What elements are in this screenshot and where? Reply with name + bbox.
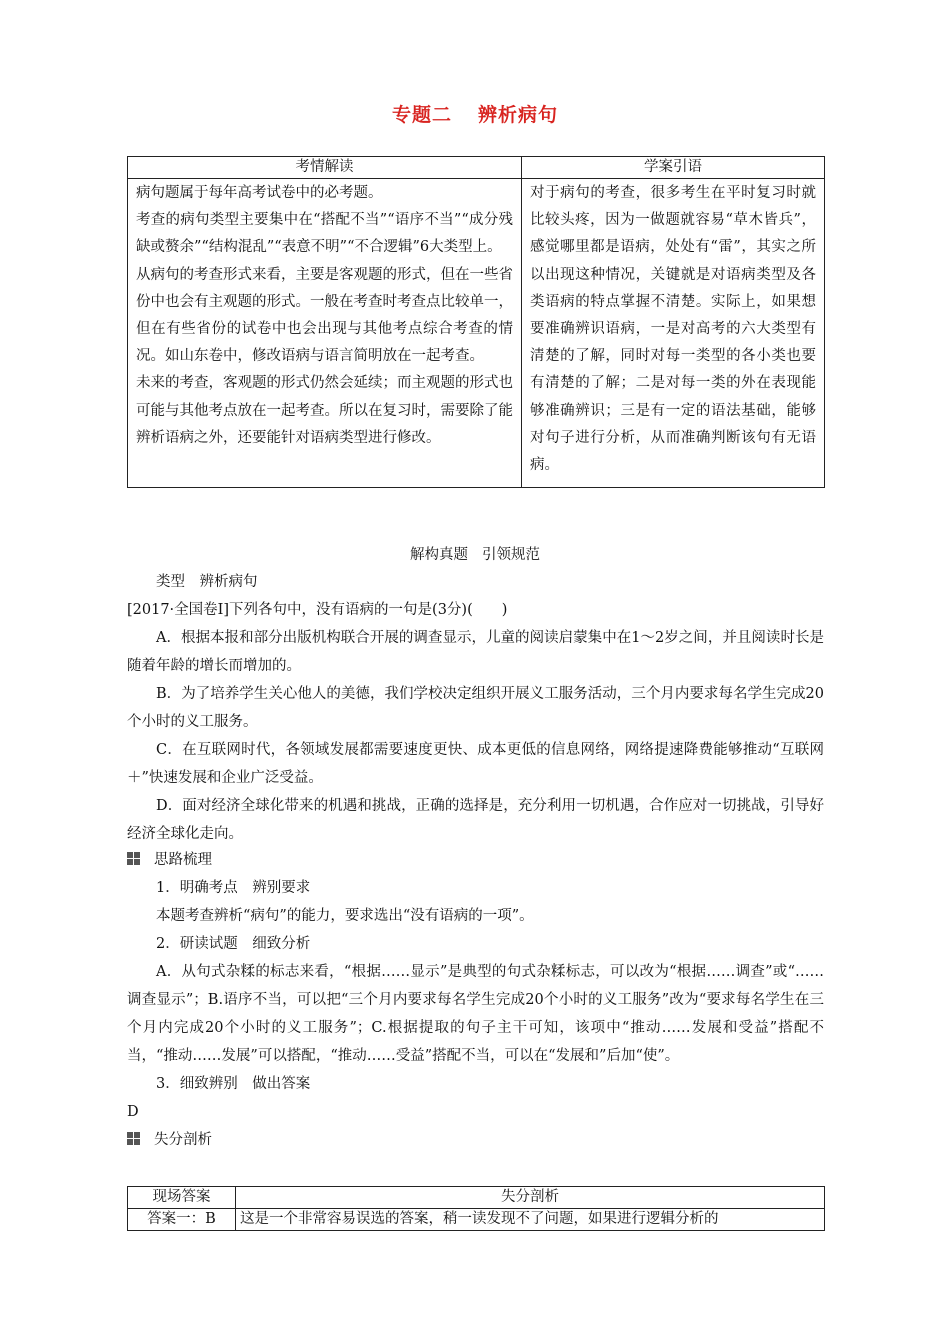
type-line	[127, 568, 824, 596]
intro-left-paragraph: 从病句的考查形式来看，主要是客观题的形式，但在一些省份中也会有主观题的形式。一般在考查时考查点比较单一，但在有些省份的试卷中也会出现与其他考点综合考查的情况。如山东卷中，修改语病与语言简明放在一起考查。	[136, 266, 513, 365]
loss-header-answer: 现场答案	[128, 1187, 236, 1209]
option-b: B．为了培养学生关心他人的美德，我们学校决定组织开展义工服务活动，三个月内要求每名学生完成20个小时的义工服务。	[127, 686, 824, 730]
intro-right-paragraph: 对于病句的考查，很多考生在平时复习时就比较头疼，因为一做题就容易“草木皆兵”，感觉哪里都是语病，处处有“雷”，其实之所以出现这种情况，关键就是对语病类型及各类语病的特点掌握不清楚。实际上，如果想要准确辨识语病，一是对高考的六大类型有清楚的了解，同时对每一类型的各小类也要有清楚的了解；二是对每一类的外在表现能够准确辨识；三是有一定的语法基础，能够对句子进行分析，从而准确判断该句有无语病。	[530, 185, 816, 474]
page-title	[0, 100, 950, 127]
grid-icon	[127, 852, 140, 865]
option-c: C．在互联网时代，各领域发展都需要速度更快、成本更低的信息网络，网络提速降费能够推动“互联网＋”快速发展和企业广泛受益。	[127, 742, 824, 786]
table-row	[128, 1209, 825, 1231]
title-part2: 辨析病句	[478, 104, 559, 126]
section-heading	[0, 543, 950, 564]
answer-text: D	[127, 1104, 139, 1120]
type-label: 类型	[156, 574, 185, 590]
question-stem: [2017·全国卷Ⅰ]下列各句中，没有语病的一句是(3分)( )	[127, 602, 508, 618]
analysis-heading: 思路梳理	[154, 852, 212, 868]
loss-heading: 失分剖析	[154, 1132, 212, 1148]
question-block	[127, 568, 824, 848]
type-value: 辨析病句	[199, 574, 258, 590]
intro-left-paragraph: 未来的考查，客观题的形式仍然会延续；而主观题的形式也可能与其他考点放在一起考查。所以在复习时，需要除了能辨析语病之外，还要能针对语病类型进行修改。	[136, 375, 513, 446]
loss-cell-answer: 答案一：B	[128, 1209, 236, 1231]
loss-cell-analysis: 这是一个非常容易误选的答案，稍一读发现不了问题，如果进行逻辑分析的	[236, 1209, 825, 1231]
section-heading-part1: 解构真题	[410, 547, 468, 563]
title-part1: 专题二	[391, 104, 452, 126]
analysis-heading-line	[127, 846, 824, 874]
intro-header-left: 考情解读	[128, 157, 522, 179]
intro-right-cell	[522, 179, 825, 488]
section-heading-part2: 引领规范	[482, 547, 540, 563]
analysis-block	[127, 846, 824, 1154]
step3-title: 3．细致辨别 做出答案	[156, 1076, 311, 1092]
step1-title: 1．明确考点 辨别要求	[156, 880, 311, 896]
option-d: D．面对经济全球化带来的机遇和挑战，正确的选择是，充分利用一切机遇，合作应对一切挑战，引导好经济全球化走向。	[127, 798, 824, 842]
loss-header-analysis: 失分剖析	[236, 1187, 825, 1209]
grid-icon	[127, 1132, 140, 1145]
intro-left-paragraph: 病句题属于每年高考试卷中的必考题。	[136, 185, 383, 201]
option-a: A．根据本报和部分出版机构联合开展的调查显示，儿童的阅读启蒙集中在1～2岁之间，并且阅读时长是随着年龄的增长而增加的。	[127, 630, 824, 674]
intro-left-cell	[128, 179, 522, 488]
intro-header-right: 学案引语	[522, 157, 825, 179]
step1-text: 本题考查辨析“病句”的能力，要求选出“没有语病的一项”。	[156, 908, 534, 924]
intro-table	[127, 156, 825, 488]
loss-table	[127, 1186, 825, 1231]
step2-text: A．从句式杂糅的标志来看，“根据……显示”是典型的句式杂糅标志，可以改为“根据……调查”或“……调查显示”；B.语序不当，可以把“三个月内要求每名学生完成20个小时的义工服务”改为“要求每名学生在三个月内完成20个小时的义工服务”；C.根据提取的句子主干可知，该项中“推动……发展和受益”搭配不当，“推动……发展”可以搭配，“推动……受益”搭配不当，可以在“发展和”后加“使”。	[127, 964, 824, 1064]
intro-left-paragraph: 考查的病句类型主要集中在“搭配不当”“语序不当”“成分残缺或赘余”“结构混乱”“表意不明”“不合逻辑”6大类型上。	[136, 212, 513, 256]
step2-title: 2．研读试题 细致分析	[156, 936, 311, 952]
loss-heading-line	[127, 1126, 824, 1154]
